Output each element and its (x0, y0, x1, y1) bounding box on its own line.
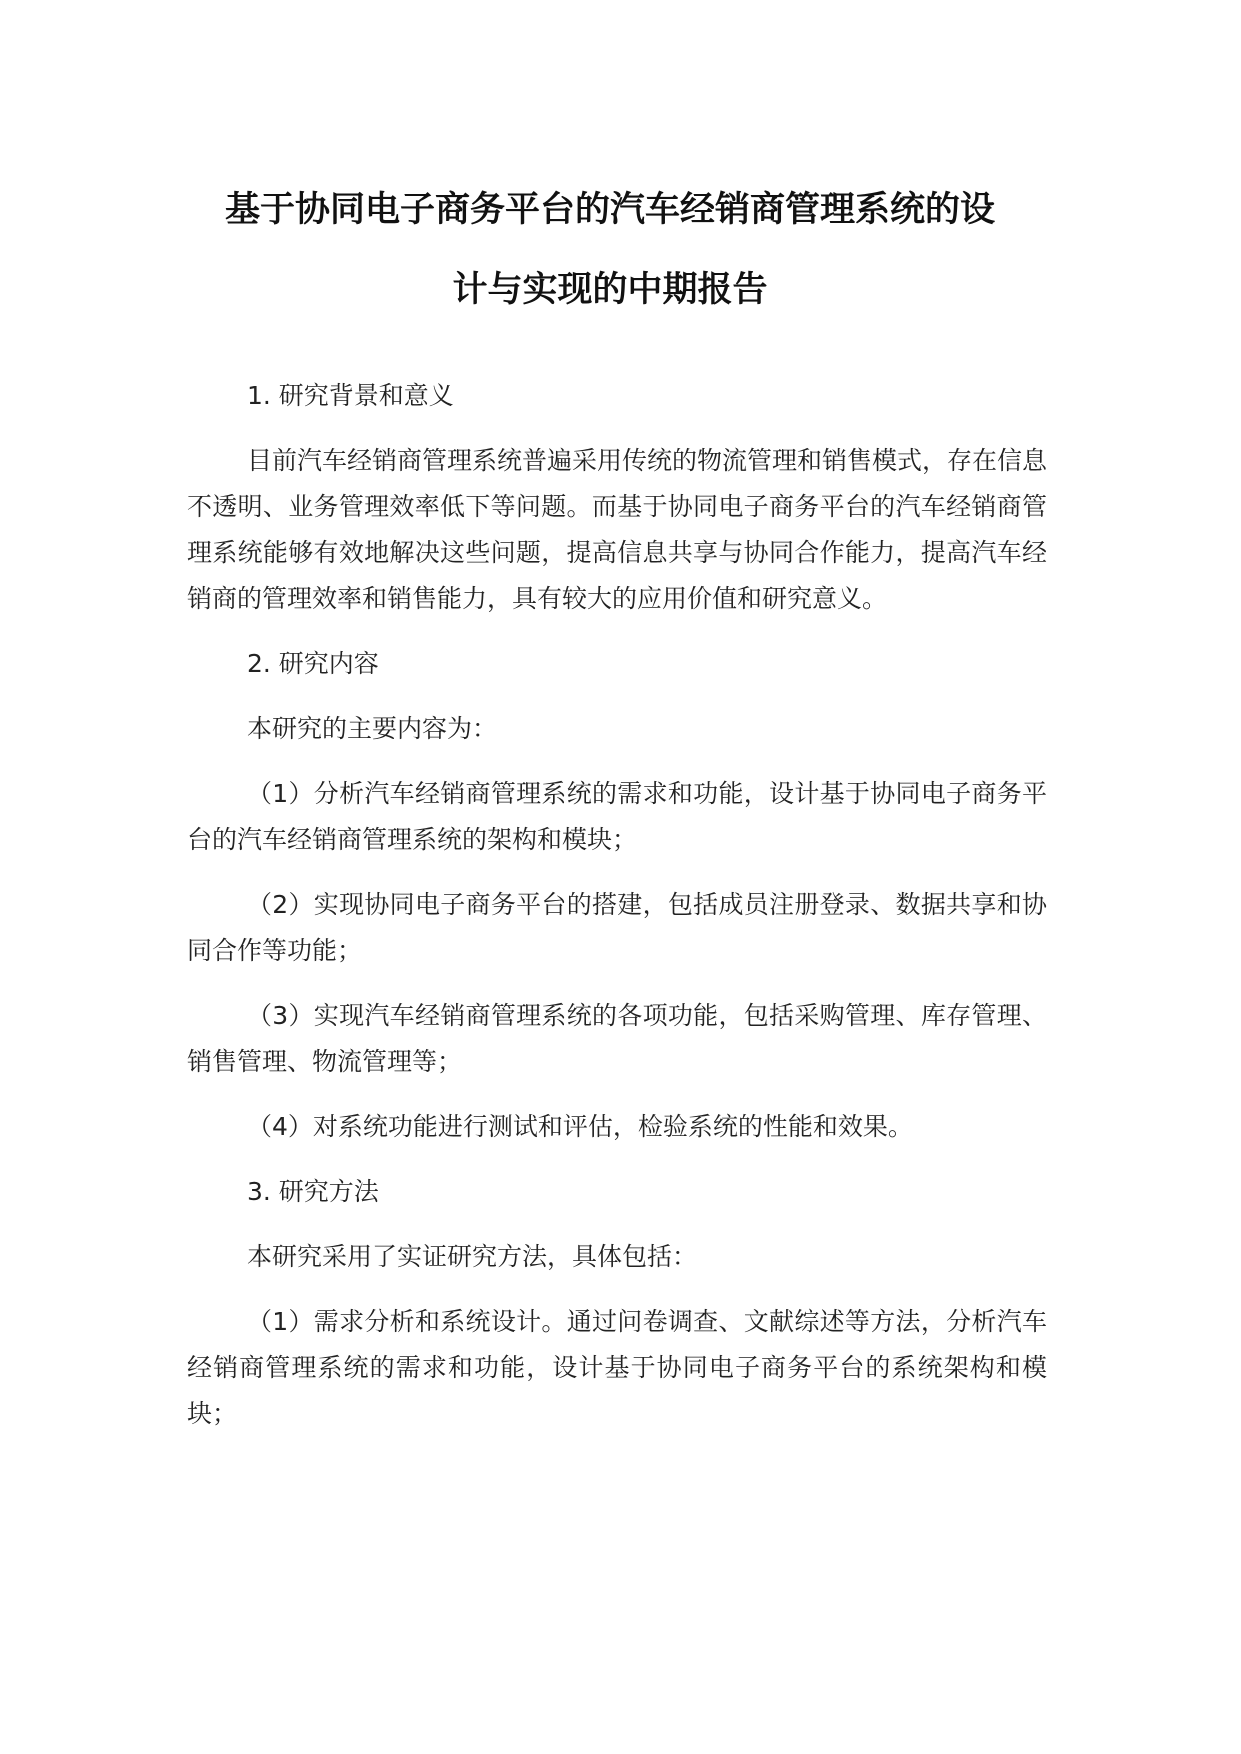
paragraph-method-intro: 本研究采用了实证研究方法，具体包括： (247, 1242, 698, 1271)
section-heading-background: 1. 研究背景和意义 (247, 381, 454, 410)
paragraph-background: 目前汽车经销商管理系统普遍采用传统的物流管理和销售模式，存在信息不透明、业务管理效率低下等问题。而基于协同电子商务平台的汽车经销商管理系统能够有效地解决这些问题，提高信息共享与协同合作能力，提高汽车经销商的管理效率和销售能力，具有较大的应用价值和研究意义。 (187, 446, 1048, 613)
list-item-content-1: （1）分析汽车经销商管理系统的需求和功能，设计基于协同电子商务平台的汽车经销商管理系统的架构和模块； (187, 779, 1047, 854)
section-heading-content: 2. 研究内容 (247, 649, 379, 678)
list-item-method-1: （1）需求分析和系统设计。通过问卷调查、文献综述等方法，分析汽车经销商管理系统的需求和功能，设计基于协同电子商务平台的系统架构和模块； (187, 1307, 1047, 1428)
document-body (187, 373, 1047, 1456)
paragraph-content-intro: 本研究的主要内容为： (247, 714, 498, 743)
list-item-content-3: （3）实现汽车经销商管理系统的各项功能，包括采购管理、库存管理、销售管理、物流管理等； (187, 1001, 1047, 1076)
list-item-content-4: （4）对系统功能进行测试和评估，检验系统的性能和效果。 (247, 1112, 913, 1141)
document-title-line-1: 基于协同电子商务平台的汽车经销商管理系统的设 (224, 190, 995, 230)
list-item-content-2: （2）实现协同电子商务平台的搭建，包括成员注册登录、数据共享和协同合作等功能； (187, 890, 1047, 965)
section-heading-method: 3. 研究方法 (247, 1177, 379, 1206)
document-title-line-2: 计与实现的中期报告 (452, 270, 768, 310)
